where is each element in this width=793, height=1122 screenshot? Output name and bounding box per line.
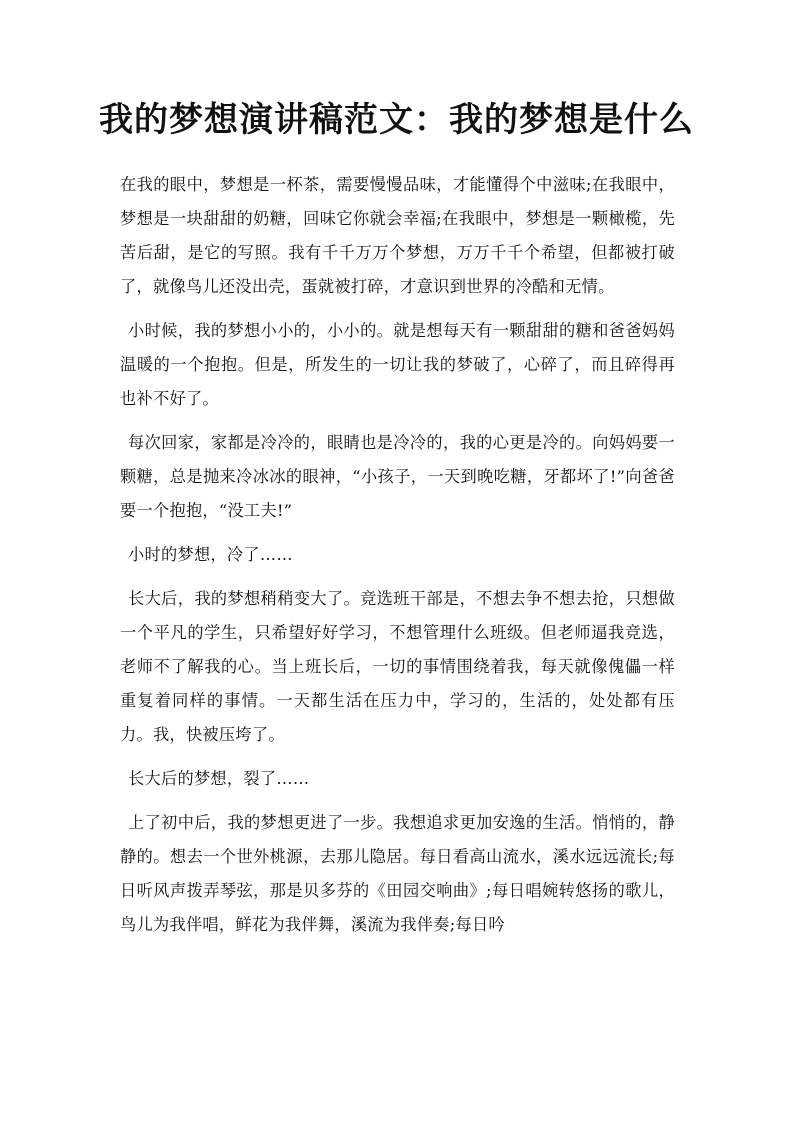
paragraph: 长大后，我的梦想稍稍变大了。竞选班干部是，不想去争不想去抢，只想做一个平凡的学生，只希望好好学习，不想管理什么班级。但老师逼我竞选，老师不了解我的心。当上班长后，一切的事情围绕着我，每天就像傀儡一样重复着同样的事情。一天都生活在压力中，学习的，生活的，处处都有压力。我，快被压垮了。 — [120, 589, 675, 744]
paragraph: 上了初中后，我的梦想更进了一步。我想追求更加安逸的生活。悄悄的，静静的。想去一个世外桃源，去那儿隐居。每日看高山流水，溪水远远流长;每日听风声拨弄琴弦，那是贝多芬的《田园交响曲》;每日唱婉转悠扬的歌儿，鸟儿为我伴唱，鲜花为我伴舞，溪流为我伴奏;每日吟 — [120, 813, 675, 934]
document-title: 我的梦想演讲稿范文：我的梦想是什么 — [99, 100, 694, 140]
paragraph: 在我的眼中，梦想是一杯茶，需要慢慢品味，才能懂得个中滋味;在我眼中，梦想是一块甜甜的奶糖，回味它你就会幸福;在我眼中，梦想是一颗橄榄，先苦后甜，是它的写照。我有千千万万个梦想，万万千千个希望，但都被打破了，就像鸟儿还没出壳，蛋就被打碎，才意识到世界的冷酷和无情。 — [120, 175, 675, 296]
paragraph: 小时的梦想，冷了…… — [128, 545, 293, 564]
paragraph: 长大后的梦想，裂了…… — [128, 769, 310, 788]
document-body — [120, 168, 675, 952]
paragraph: 每次回家，家都是冷冷的，眼睛也是冷冷的，我的心更是冷的。向妈妈要一颗糖，总是抛来冷冰冰的眼神，“小孩子，一天到晚吃糖，牙都坏了!”向爸爸要一个抱抱，“没工夫!” — [120, 433, 675, 520]
paragraph: 小时候，我的梦想小小的，小小的。就是想每天有一颗甜甜的糖和爸爸妈妈温暖的一个抱抱。但是，所发生的一切让我的梦破了，心碎了，而且碎得再也补不好了。 — [120, 321, 675, 408]
